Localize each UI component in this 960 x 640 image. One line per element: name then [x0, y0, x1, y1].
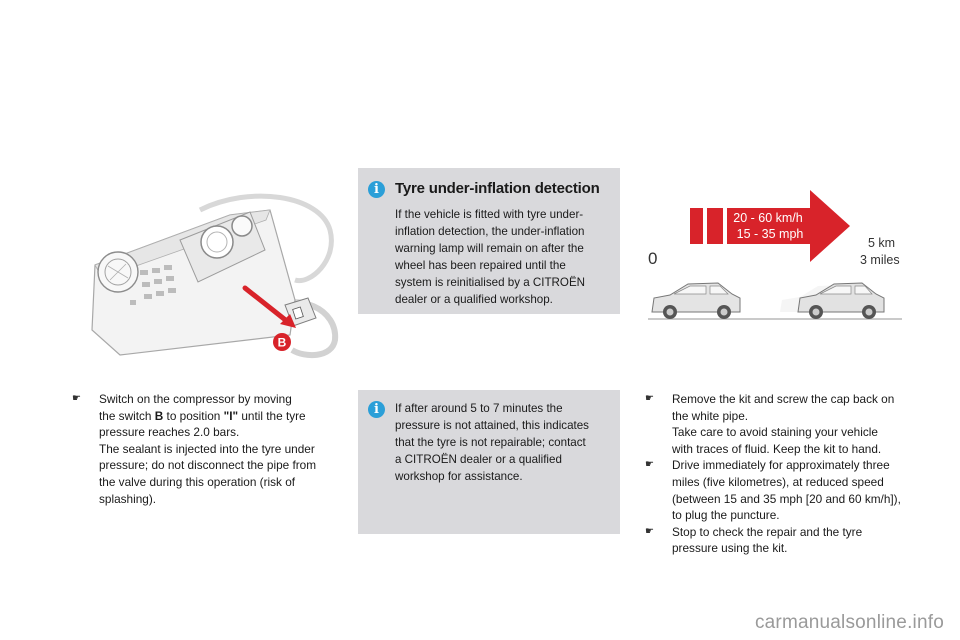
text-line: Stop to check the repair and the tyre: [672, 524, 863, 539]
info-icon: i: [368, 181, 385, 198]
info-box-text: [395, 206, 610, 308]
list-item: [72, 391, 342, 507]
compressor-illustration: [80, 190, 340, 360]
text-line: Drive immediately for approximately three: [672, 458, 890, 473]
text-line: system is reinitialised by a CITROËN: [395, 276, 586, 289]
text-line: pressure reaches 2.0 bars.: [99, 425, 240, 440]
info-box-under-inflation: [358, 168, 620, 314]
text-line: a CITROËN dealer or a qualified: [395, 453, 562, 466]
text-line: to plug the puncture.: [672, 508, 780, 523]
watermark-text: carmanualsonline.info: [754, 612, 944, 633]
text-line: If after around 5 to 7 minutes the: [395, 402, 563, 415]
switch-position: "I": [223, 408, 239, 423]
text-line: Take care to avoid staining your vehicle: [672, 425, 878, 440]
pointing-hand-icon: ☛: [645, 525, 654, 537]
text-part: to position: [163, 408, 224, 423]
arrow-body: [727, 190, 850, 262]
distance-miles: 3 miles: [860, 253, 900, 267]
text-line: If the vehicle is fitted with tyre under-: [395, 208, 584, 221]
text-line: that the tyre is not repairable; contact: [395, 436, 586, 449]
list-item: [645, 391, 915, 457]
start-mark: 0: [648, 249, 658, 268]
text-line: the valve during this operation (risk of: [99, 474, 296, 489]
compressor-drawing: [80, 190, 340, 360]
text-part: the switch: [99, 408, 155, 423]
text-line: pressure is not attained, this indicates: [395, 419, 589, 432]
right-instructions: [645, 391, 915, 557]
text-line: dealer or a qualified workshop.: [395, 293, 553, 306]
text-line: workshop for assistance.: [395, 470, 523, 483]
arrow-stripe: [707, 208, 723, 244]
info-icon: i: [368, 401, 385, 418]
speed-distance-diagram: [640, 186, 910, 326]
speed-mph: 15 - 35 mph: [736, 227, 804, 241]
pointing-hand-icon: ☛: [72, 393, 81, 404]
car-start: [652, 283, 740, 319]
text-line: Switch on the compressor by moving: [99, 392, 292, 406]
text-line: (between 15 and 35 mph [20 and 60 km/h]),: [672, 491, 901, 506]
text-line: Remove the kit and screw the cap back on: [672, 392, 895, 406]
speed-diagram-drawing: [640, 186, 910, 326]
text-part: until the tyre: [238, 408, 306, 423]
info-box-pressure-warning: [358, 390, 620, 534]
text-line: [99, 408, 342, 425]
text-line: the white pipe.: [672, 408, 749, 423]
text-line: inflation detection, the under-inflation: [395, 225, 585, 238]
switch-letter: B: [154, 408, 164, 423]
text-line: The sealant is injected into the tyre under: [99, 441, 315, 456]
left-instructions: [72, 391, 342, 507]
text-line: warning lamp will remain on after the: [395, 242, 584, 255]
pointing-hand-icon: ☛: [645, 393, 654, 404]
text-line: splashing).: [99, 491, 157, 506]
pointing-hand-icon: ☛: [645, 459, 654, 471]
text-line: with traces of fluid. Keep the kit to hand.: [672, 441, 882, 456]
text-line: wheel has been repaired until the: [395, 259, 566, 272]
switch-b-label: B: [277, 335, 287, 350]
car-moving: [780, 283, 884, 319]
list-item: [645, 457, 915, 523]
text-line: miles (five kilometres), at reduced speed: [672, 474, 884, 489]
info-box-title: Tyre under-inflation detection: [395, 180, 600, 197]
distance-km: 5 km: [868, 236, 896, 250]
arrow-stripe: [690, 208, 703, 244]
list-item: [645, 524, 915, 557]
info-box-text: [395, 400, 610, 485]
text-line: pressure; do not disconnect the pipe from: [99, 458, 317, 473]
speed-kmh: 20 - 60 km/h: [733, 211, 803, 225]
text-line: pressure using the kit.: [672, 541, 788, 556]
